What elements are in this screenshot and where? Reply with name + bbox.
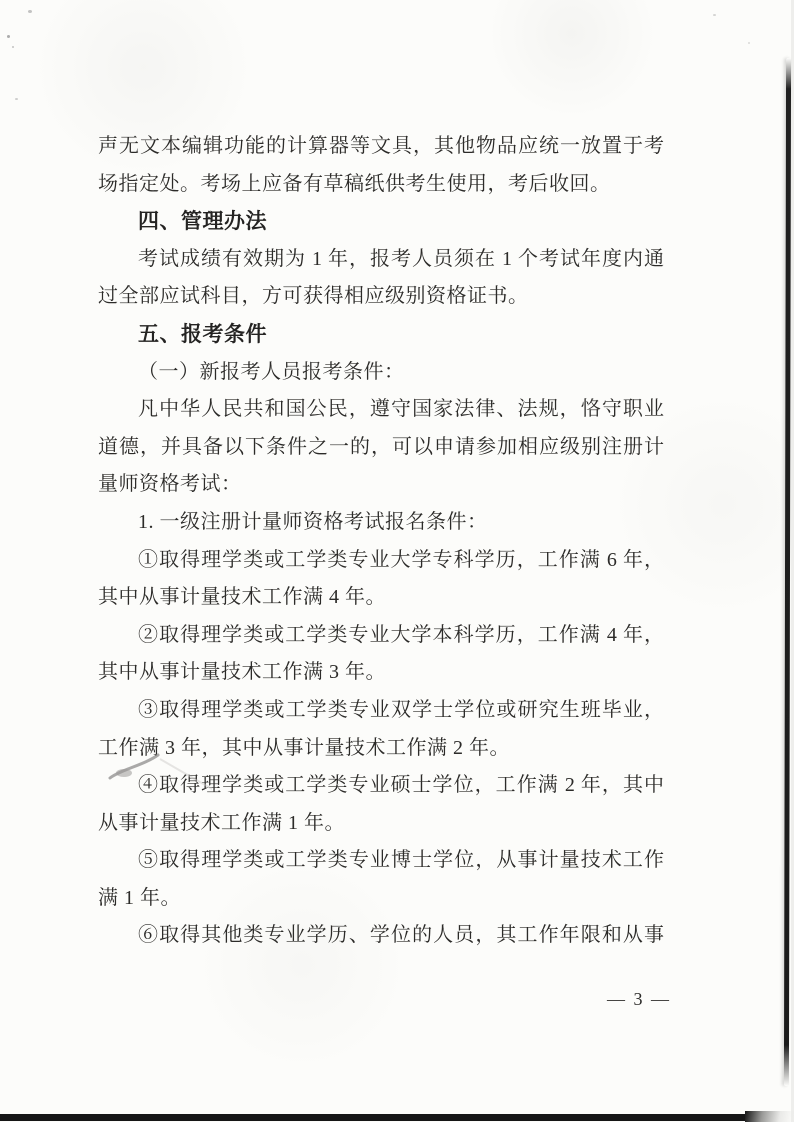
scan-speck (713, 14, 716, 16)
scan-edge-bottom (0, 1114, 746, 1121)
text-line: 其中从事计量技术工作满 3 年。 (98, 661, 386, 684)
text-line: 从事计量技术工作满 1 年。 (98, 811, 345, 834)
text-line: ①取得理学类或工学类专业大学专科学历，工作满 6 年， (138, 548, 664, 571)
text-line: 凡中华人民共和国公民，遵守国家法律、法规，恪守职业 (138, 398, 664, 421)
text-line: 其中从事计量技术工作满 4 年。 (98, 586, 386, 609)
text-line: ③取得理学类或工学类专业双学士学位或研究生班毕业， (138, 698, 664, 721)
text-line: ④取得理学类或工学类专业硕士学位，工作满 2 年，其中 (138, 774, 664, 797)
text-line: 量师资格考试： (98, 473, 242, 496)
text-line: ⑤取得理学类或工学类专业博士学位，从事计量技术工作 (138, 849, 664, 872)
text-line: 考试成绩有效期为 1 年，报考人员须在 1 个考试年度内通 (138, 247, 664, 270)
section-heading: 五、报考条件 (138, 322, 267, 346)
section-heading: 四、管理办法 (138, 210, 267, 234)
text-line: 满 1 年。 (98, 886, 181, 909)
document-body (98, 128, 664, 955)
text-line: 场指定处。考场上应备有草稿纸供考生使用，考后收回。 (98, 172, 611, 195)
text-line: （一）新报考人员报考条件： (138, 360, 405, 383)
scan-speck (748, 42, 750, 44)
scan-speck (15, 98, 18, 100)
text-line: ⑥取得其他类专业学历、学位的人员，其工作年限和从事 (138, 924, 664, 947)
text-line: 1. 一级注册计量师资格考试报名条件： (138, 510, 488, 533)
scan-speck (28, 10, 32, 13)
text-line: 过全部应试科目，方可获得相应级别资格证书。 (98, 285, 529, 308)
scan-edge-right (784, 58, 791, 1086)
text-line: 声无文本编辑功能的计算器等文具，其他物品应统一放置于考 (98, 135, 664, 157)
page-number: — 3 — (607, 989, 671, 1009)
text-line: ②取得理学类或工学类专业大学本科学历，工作满 4 年， (138, 623, 664, 646)
pencil-smudge (100, 745, 220, 805)
scan-speck (7, 35, 10, 38)
scan-speck (12, 46, 14, 48)
text-line: 道德，并具备以下条件之一的，可以申请参加相应级别注册计 (98, 435, 664, 458)
scan-edge-corner (745, 1111, 794, 1122)
text-line: 工作满 3 年，其中从事计量技术工作满 2 年。 (98, 736, 510, 759)
